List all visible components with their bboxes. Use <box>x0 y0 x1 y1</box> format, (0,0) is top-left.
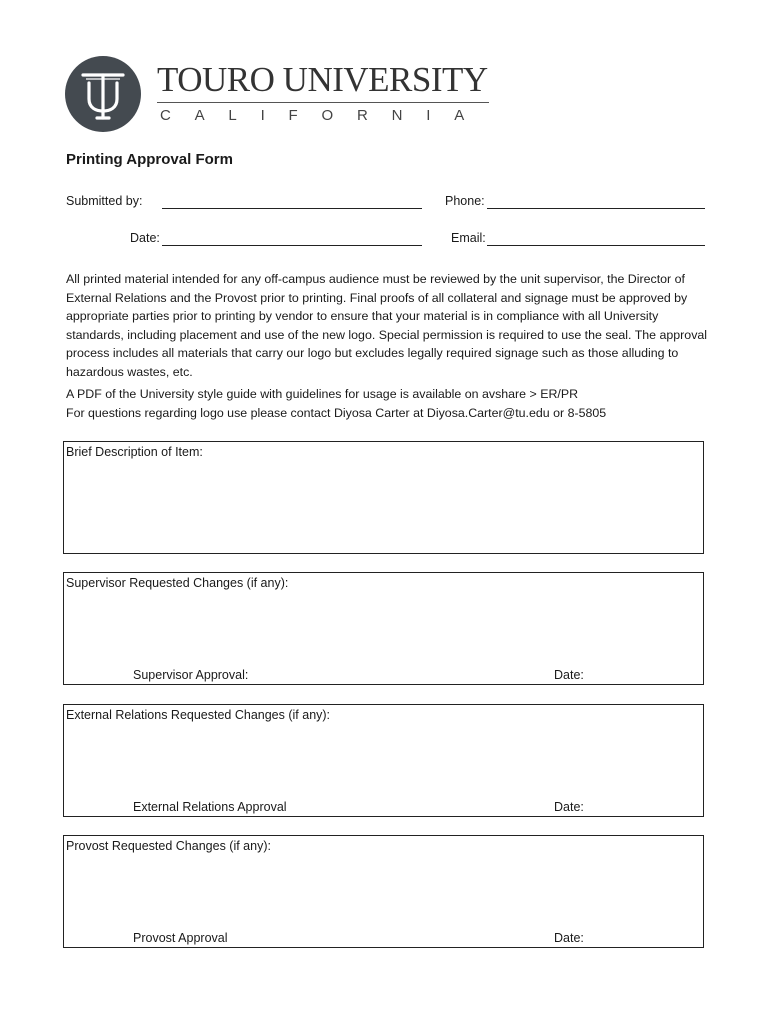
external-relations-box[interactable] <box>63 704 704 817</box>
university-name: TOURO UNIVERSITY <box>157 60 488 99</box>
supervisor-box[interactable] <box>63 572 704 685</box>
provost-date-label: Date: <box>554 931 584 945</box>
submitted-by-field[interactable] <box>162 208 422 209</box>
description-box[interactable] <box>63 441 704 554</box>
provost-approval-label: Provost Approval <box>133 931 228 945</box>
external-relations-date-label: Date: <box>554 800 584 814</box>
external-relations-approval-label: External Relations Approval <box>133 800 287 814</box>
tu-seal-icon <box>65 56 141 132</box>
submitted-by-label: Submitted by: <box>66 194 143 208</box>
provost-box[interactable] <box>63 835 704 948</box>
date-label: Date: <box>130 231 160 245</box>
supervisor-date-label: Date: <box>554 668 584 682</box>
external-relations-title: External Relations Requested Changes (if any): <box>66 708 331 722</box>
date-field[interactable] <box>162 245 422 246</box>
form-title: Printing Approval Form <box>66 151 233 168</box>
instructions-text: All printed material intended for any off-campus audience must be reviewed by the unit supervisor, the Director of External Relations and the Provost prior to printing. Final proofs of all collateral and signage must be approved by appropriate parties prior to printing by vendor to ensure that your material is in compliance with all University standards, including placement and use of the new logo. Special permission is required to use the seal. The approval process includes all materials that carry our logo but excludes legally required signage such as those alluding to hazardous wastes, etc. <box>66 272 708 379</box>
university-state: CALIFORNIA <box>160 107 489 124</box>
phone-label: Phone: <box>445 194 485 208</box>
email-field[interactable] <box>487 245 705 246</box>
supervisor-title: Supervisor Requested Changes (if any): <box>66 576 289 590</box>
contact-note: For questions regarding logo use please contact Diyosa Carter at Diyosa.Carter@tu.edu or 8-5805 <box>66 406 607 420</box>
email-label: Email: <box>451 231 486 245</box>
phone-field[interactable] <box>487 208 705 209</box>
provost-title: Provost Requested Changes (if any): <box>66 839 271 853</box>
instructions-paragraph <box>66 270 711 382</box>
description-title: Brief Description of Item: <box>66 445 203 459</box>
style-guide-note: A PDF of the University style guide with guidelines for usage is available on avshare > ER/PR <box>66 387 579 401</box>
logo-divider <box>157 102 489 103</box>
supervisor-approval-label: Supervisor Approval: <box>133 668 249 682</box>
